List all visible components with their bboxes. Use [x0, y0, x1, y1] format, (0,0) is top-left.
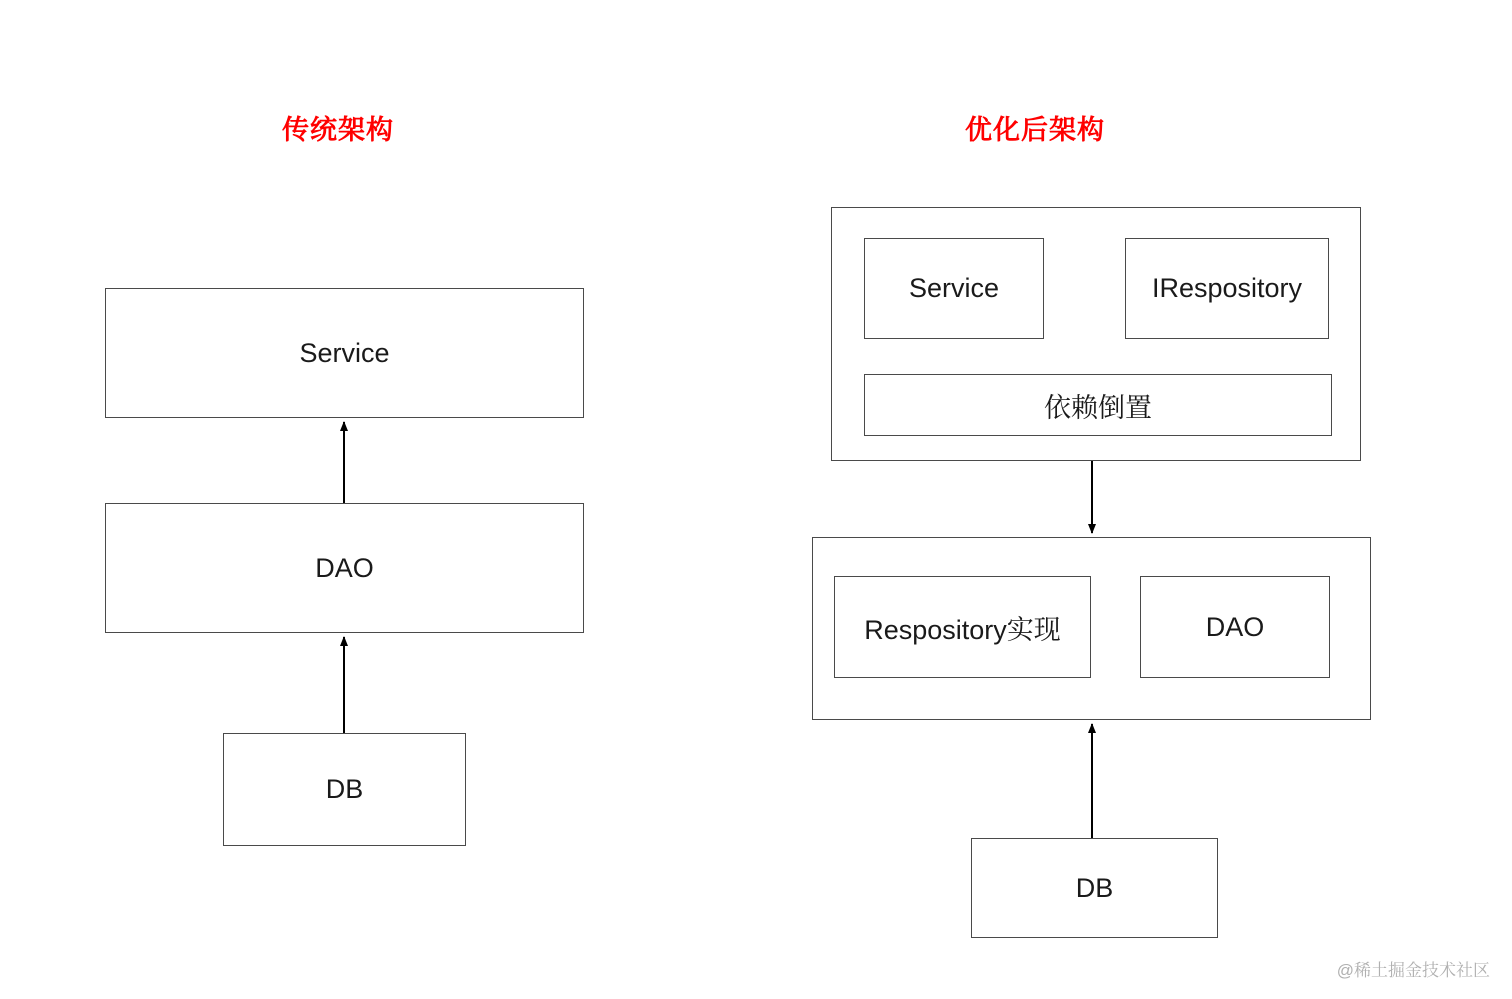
node-service-optimized: Service: [864, 238, 1044, 339]
legacy-architecture-title: 传统架构: [282, 115, 394, 145]
node-repository-impl: Respository实现: [834, 576, 1091, 678]
optimized-architecture-title: 优化后架构: [965, 115, 1105, 145]
watermark: @稀土掘金技术社区: [1336, 961, 1490, 980]
node-dependency-inversion: 依赖倒置: [864, 374, 1332, 436]
node-service-legacy: Service: [105, 288, 584, 418]
node-db-optimized: DB: [971, 838, 1218, 938]
node-dao-legacy: DAO: [105, 503, 584, 633]
node-dao-optimized: DAO: [1140, 576, 1330, 678]
node-db-legacy: DB: [223, 733, 466, 846]
node-irespository: IRespository: [1125, 238, 1329, 339]
